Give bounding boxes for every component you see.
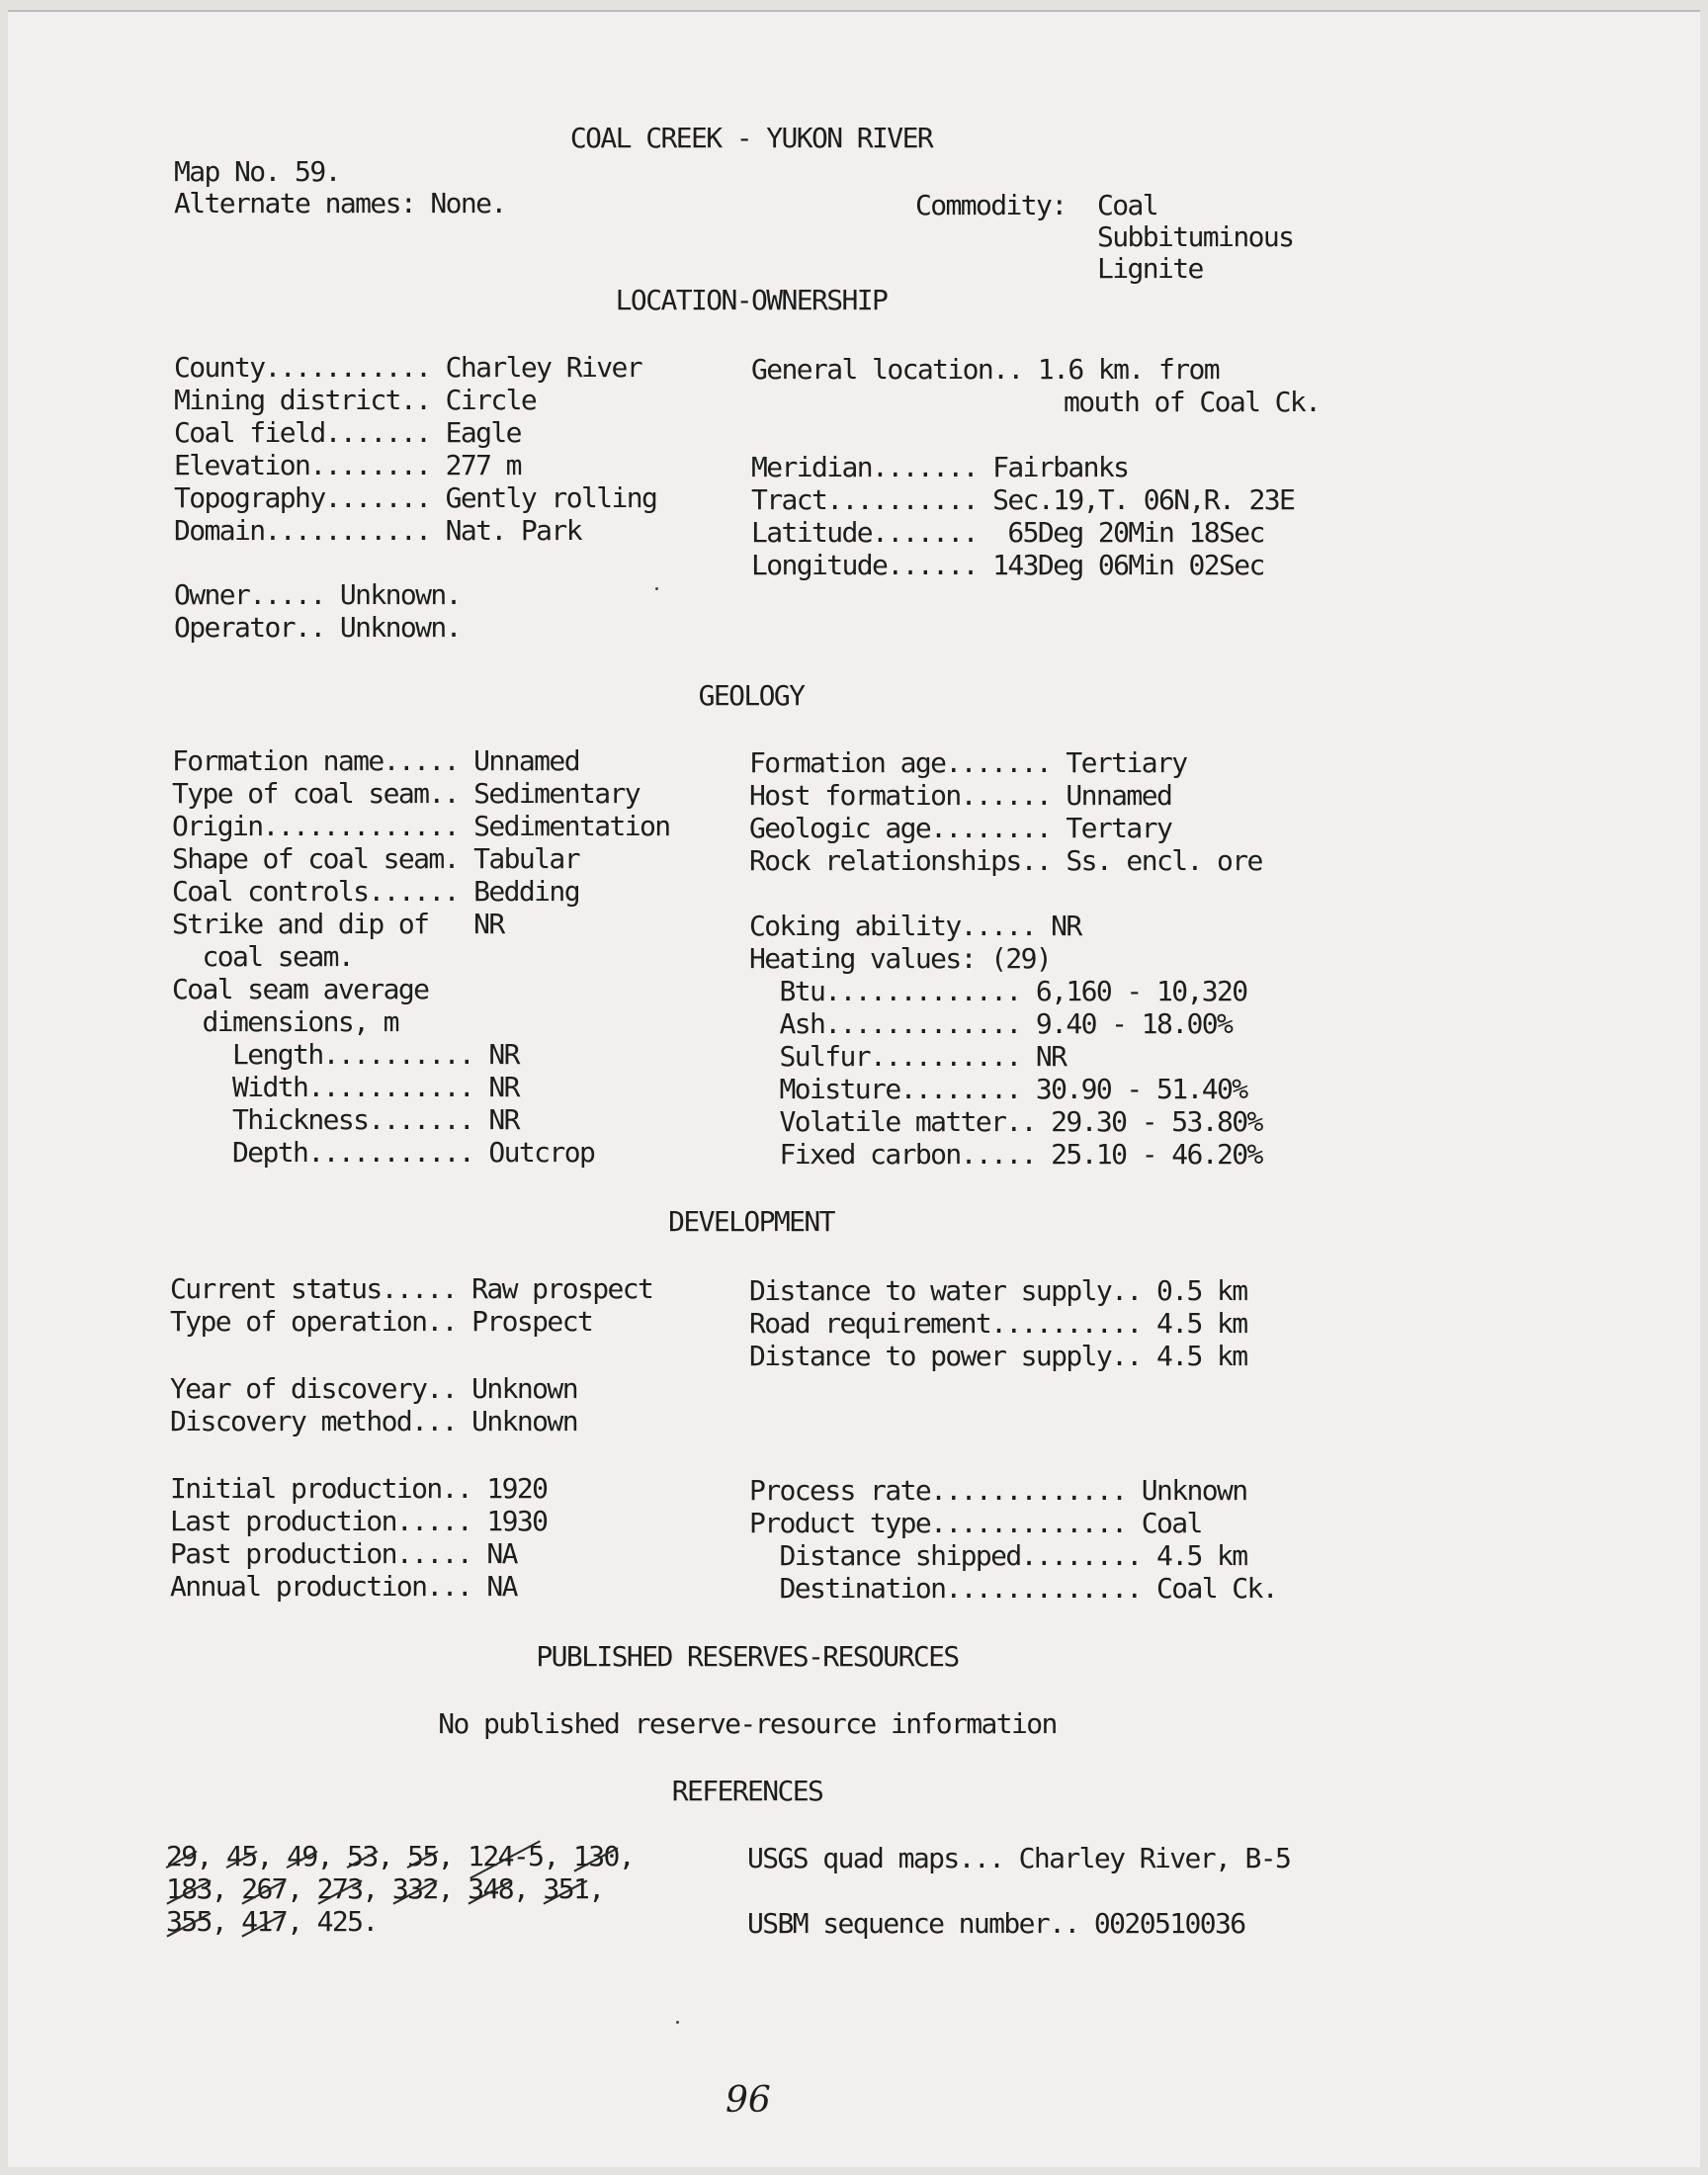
development-field: Year of discovery.. Unknown [170, 1372, 577, 1405]
reference-number-struck: 130 [572, 1840, 619, 1872]
page-title: COAL CREEK - YUKON RIVER [569, 122, 933, 154]
geology-field: Coal seam average [172, 973, 429, 1005]
reference-number-struck: 124-5 [468, 1840, 544, 1872]
development-field: Initial production.. 1920 [170, 1472, 548, 1505]
location-field: Domain........... Nat. Park [174, 514, 581, 547]
reference-list-line: 355, 417, 425. [166, 1905, 378, 1938]
reference-number-struck: 355 [166, 1905, 212, 1938]
location-field: Topography....... Gently rolling [174, 481, 657, 514]
reference-number-struck: 351 [543, 1872, 589, 1905]
location-field: Mining district.. Circle [174, 384, 537, 416]
development-field: Annual production... NA [170, 1570, 517, 1603]
operator: Operator.. Unknown. [174, 611, 461, 644]
section-heading-geology: GEOLOGY [698, 679, 805, 712]
geology-field: Shape of coal seam. Tabular [172, 842, 579, 875]
reference-number-struck: 267 [241, 1872, 288, 1905]
reference-number-struck: 55 [407, 1840, 438, 1872]
geology-field: Formation age....... Tertiary [749, 746, 1187, 779]
reference-number: 425. [316, 1905, 378, 1938]
map-number: Map No. 59. [174, 155, 340, 188]
development-field: Distance shipped........ 4.5 km [749, 1539, 1247, 1572]
development-field: Current status..... Raw prospect [170, 1272, 653, 1305]
geology-field: Formation name..... Unnamed [172, 744, 579, 777]
general-location-continued: mouth of Coal Ck. [1064, 386, 1321, 418]
speck [676, 2021, 679, 2024]
geology-field: Strike and dip of NR [172, 908, 504, 940]
reference-number-struck: 273 [316, 1872, 363, 1905]
development-field: Destination............. Coal Ck. [749, 1572, 1278, 1605]
heating-value: Fixed carbon..... 25.10 - 46.20% [749, 1138, 1262, 1171]
geology-field: Thickness....... NR [172, 1103, 519, 1136]
development-field: Distance to power supply.. 4.5 km [749, 1340, 1247, 1372]
owner: Owner..... Unknown. [174, 578, 461, 611]
commodity-value: Coal [1097, 189, 1158, 221]
reference-list-line: 183, 267, 273, 332, 348, 351, [166, 1872, 604, 1905]
geology-field: Heating values: (29) [749, 942, 1052, 975]
location-field: County........... Charley River [174, 351, 641, 384]
location-field: Coal field....... Eagle [174, 416, 521, 449]
geology-field: Origin............. Sedimentation [172, 810, 670, 842]
heating-value: Sulfur.......... NR [749, 1040, 1067, 1073]
reserves-text: No published reserve-resource information [438, 1707, 1057, 1740]
geology-field: Coal controls...... Bedding [172, 875, 579, 908]
usgs-quad-maps: USGS quad maps... Charley River, B-5 [747, 1842, 1291, 1874]
general-location: General location.. 1.6 km. from [751, 353, 1219, 386]
development-field: Past production..... NA [170, 1537, 517, 1570]
reference-list-line: 29, 45, 49, 53, 55, 124-5, 130, [166, 1840, 635, 1872]
section-heading-reserves: PUBLISHED RESERVES-RESOURCES [536, 1640, 959, 1673]
heating-value: Moisture........ 30.90 - 51.40% [749, 1073, 1247, 1105]
reference-number-struck: 45 [226, 1840, 257, 1872]
geology-field: Width........... NR [172, 1071, 519, 1103]
reference-number-struck: 53 [347, 1840, 378, 1872]
geology-field: coal seam. [172, 940, 354, 973]
location-field: Tract.......... Sec.19,T. 06N,R. 23E [751, 483, 1295, 516]
development-field: Road requirement.......... 4.5 km [749, 1307, 1247, 1340]
geology-field: Type of coal seam.. Sedimentary [172, 777, 640, 810]
location-field: Elevation........ 277 m [174, 449, 521, 481]
commodity-value: Subbituminous [1097, 220, 1294, 253]
reference-number-struck: 332 [391, 1872, 438, 1905]
development-field: Product type............. Coal [749, 1507, 1202, 1539]
commodity-value: Lignite [1097, 252, 1203, 285]
section-heading-location: LOCATION-OWNERSHIP [615, 284, 888, 316]
development-field: Type of operation.. Prospect [170, 1305, 593, 1338]
heating-value: Volatile matter.. 29.30 - 53.80% [749, 1105, 1262, 1138]
location-field: Meridian....... Fairbanks [751, 451, 1129, 483]
geology-field: Geologic age........ Tertary [749, 812, 1172, 844]
development-field: Process rate............. Unknown [749, 1474, 1247, 1507]
location-field: Longitude...... 143Deg 06Min 02Sec [751, 549, 1264, 581]
usbm-sequence-number: USBM sequence number.. 0020510036 [747, 1907, 1245, 1940]
reference-number-struck: 417 [241, 1905, 288, 1938]
section-heading-references: REFERENCES [671, 1775, 823, 1807]
geology-field: Length.......... NR [172, 1038, 519, 1071]
reference-number-struck: 29 [166, 1840, 197, 1872]
reference-number-struck: 348 [468, 1872, 513, 1905]
geology-field: Rock relationships.. Ss. encl. ore [749, 844, 1262, 877]
development-field: Discovery method... Unknown [170, 1405, 577, 1437]
commodity-label: Commodity: [915, 189, 1067, 221]
geology-field: Depth........... Outcrop [172, 1136, 595, 1169]
development-field: Last production..... 1930 [170, 1505, 548, 1537]
geology-field: dimensions, m [172, 1005, 398, 1038]
reference-number-struck: 49 [287, 1840, 317, 1872]
geology-field: Coking ability..... NR [749, 910, 1081, 942]
reference-number-struck: 183 [166, 1872, 212, 1905]
document-page [8, 10, 1700, 2167]
location-field: Latitude....... 65Deg 20Min 18Sec [751, 516, 1264, 549]
speck [655, 587, 658, 590]
section-heading-development: DEVELOPMENT [668, 1205, 834, 1238]
heating-value: Ash............. 9.40 - 18.00% [749, 1007, 1233, 1040]
development-field: Distance to water supply.. 0.5 km [749, 1274, 1247, 1307]
alternate-names: Alternate names: None. [174, 187, 506, 219]
heating-value: Btu............. 6,160 - 10,320 [749, 975, 1247, 1007]
page-number: 96 [726, 2080, 771, 2121]
geology-field: Host formation...... Unnamed [749, 779, 1172, 812]
